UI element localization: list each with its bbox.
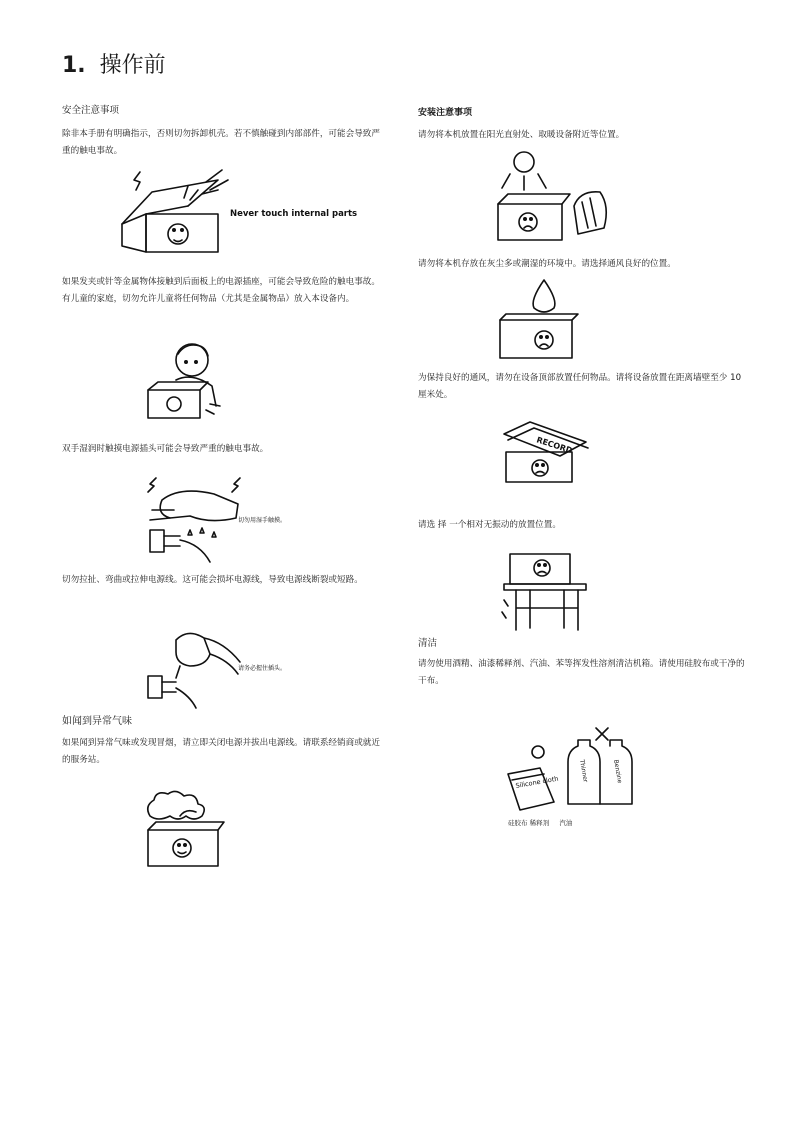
heading-cleaning: 清洁 [418, 638, 438, 649]
cleaning-caption: 硅胶布 稀释剂 汽油 [508, 819, 573, 827]
para-dust-humidity: 请勿将本机存放在灰尘多或潮湿的环境中。请选择通风良好的位置。 [418, 259, 676, 269]
illustration-smoking-device [140, 790, 230, 874]
illustration-vibrating-stool [500, 548, 590, 632]
illustration-wet-hand [140, 484, 310, 562]
heading-installation: 安装注意事项 [418, 108, 473, 118]
para-no-sunlight: 请勿将本机放置在阳光直射处、取暖设备附近等位置。 [418, 130, 625, 140]
para-power-cord: 切勿拉扯、弯曲或拉伸电源线。这可能会损坏电源线，导致电源线断裂或短路。 [62, 575, 363, 585]
para-metal-objects: 如果发夹或针等金属物体接触到后面板上的电源插座，可能会导致危险的触电事故。有儿童的家庭，切勿允许儿童将任何物品（尤其是金属物品）放入本设备内。 [62, 277, 380, 304]
illustration-open-cabinet [118, 172, 378, 262]
para-cleaning: 请勿使用酒精、油漆稀释剂、汽油、苯等挥发性溶剂清洁机箱。请使用硅胶布或干净的干布。 [418, 659, 745, 686]
bottle-thinner-label: Thinner [578, 759, 589, 783]
section-number: 1. [62, 53, 86, 78]
illustration-cleaning-supplies [500, 722, 650, 814]
para-abnormal-smell: 如果闻到异常气味或发现冒烟，请立即关闭电源并拔出电源线。请联系经销商或就近的服务站。 [62, 738, 380, 765]
bottle-benzine-label: Benzine [612, 759, 624, 784]
fig3-label: 切勿用湿手触摸。 [238, 517, 287, 524]
heading-safety: 安全注意事项 [62, 105, 120, 116]
illustration-hold-plug [140, 626, 310, 710]
fig4-label: 请务必握住插头。 [238, 665, 287, 672]
para-no-disassemble: 除非本手册有明确指示，否则切勿拆卸机壳。若不慎触碰到内部部件，可能会导致严重的触电事故。 [62, 129, 380, 156]
illustration-child-device [140, 340, 240, 424]
illustration-sun-heater [492, 150, 622, 244]
fig-r3-label: RECORD [535, 435, 574, 456]
illustration-water-drop [492, 276, 582, 364]
illustration-records-on-top [500, 420, 590, 490]
cloth-label: Silicone cloth [514, 774, 560, 790]
para-wet-hands: 双手湿润时触摸电源插头可能会导致严重的触电事故。 [62, 444, 269, 454]
section-title: 操作前 [99, 53, 166, 78]
section-heading [62, 48, 166, 79]
fig1-label: Never touch internal parts [230, 209, 358, 219]
para-vibration: 请选 择 一个相对无振动的放置位置。 [418, 520, 561, 530]
para-ventilation: 为保持良好的通风，请勿在设备顶部放置任何物品。请将设备放置在距离墙壁至少 10 厘米处。 [418, 373, 742, 400]
heading-abnormal-smell: 如闻到异常气味 [62, 716, 132, 727]
